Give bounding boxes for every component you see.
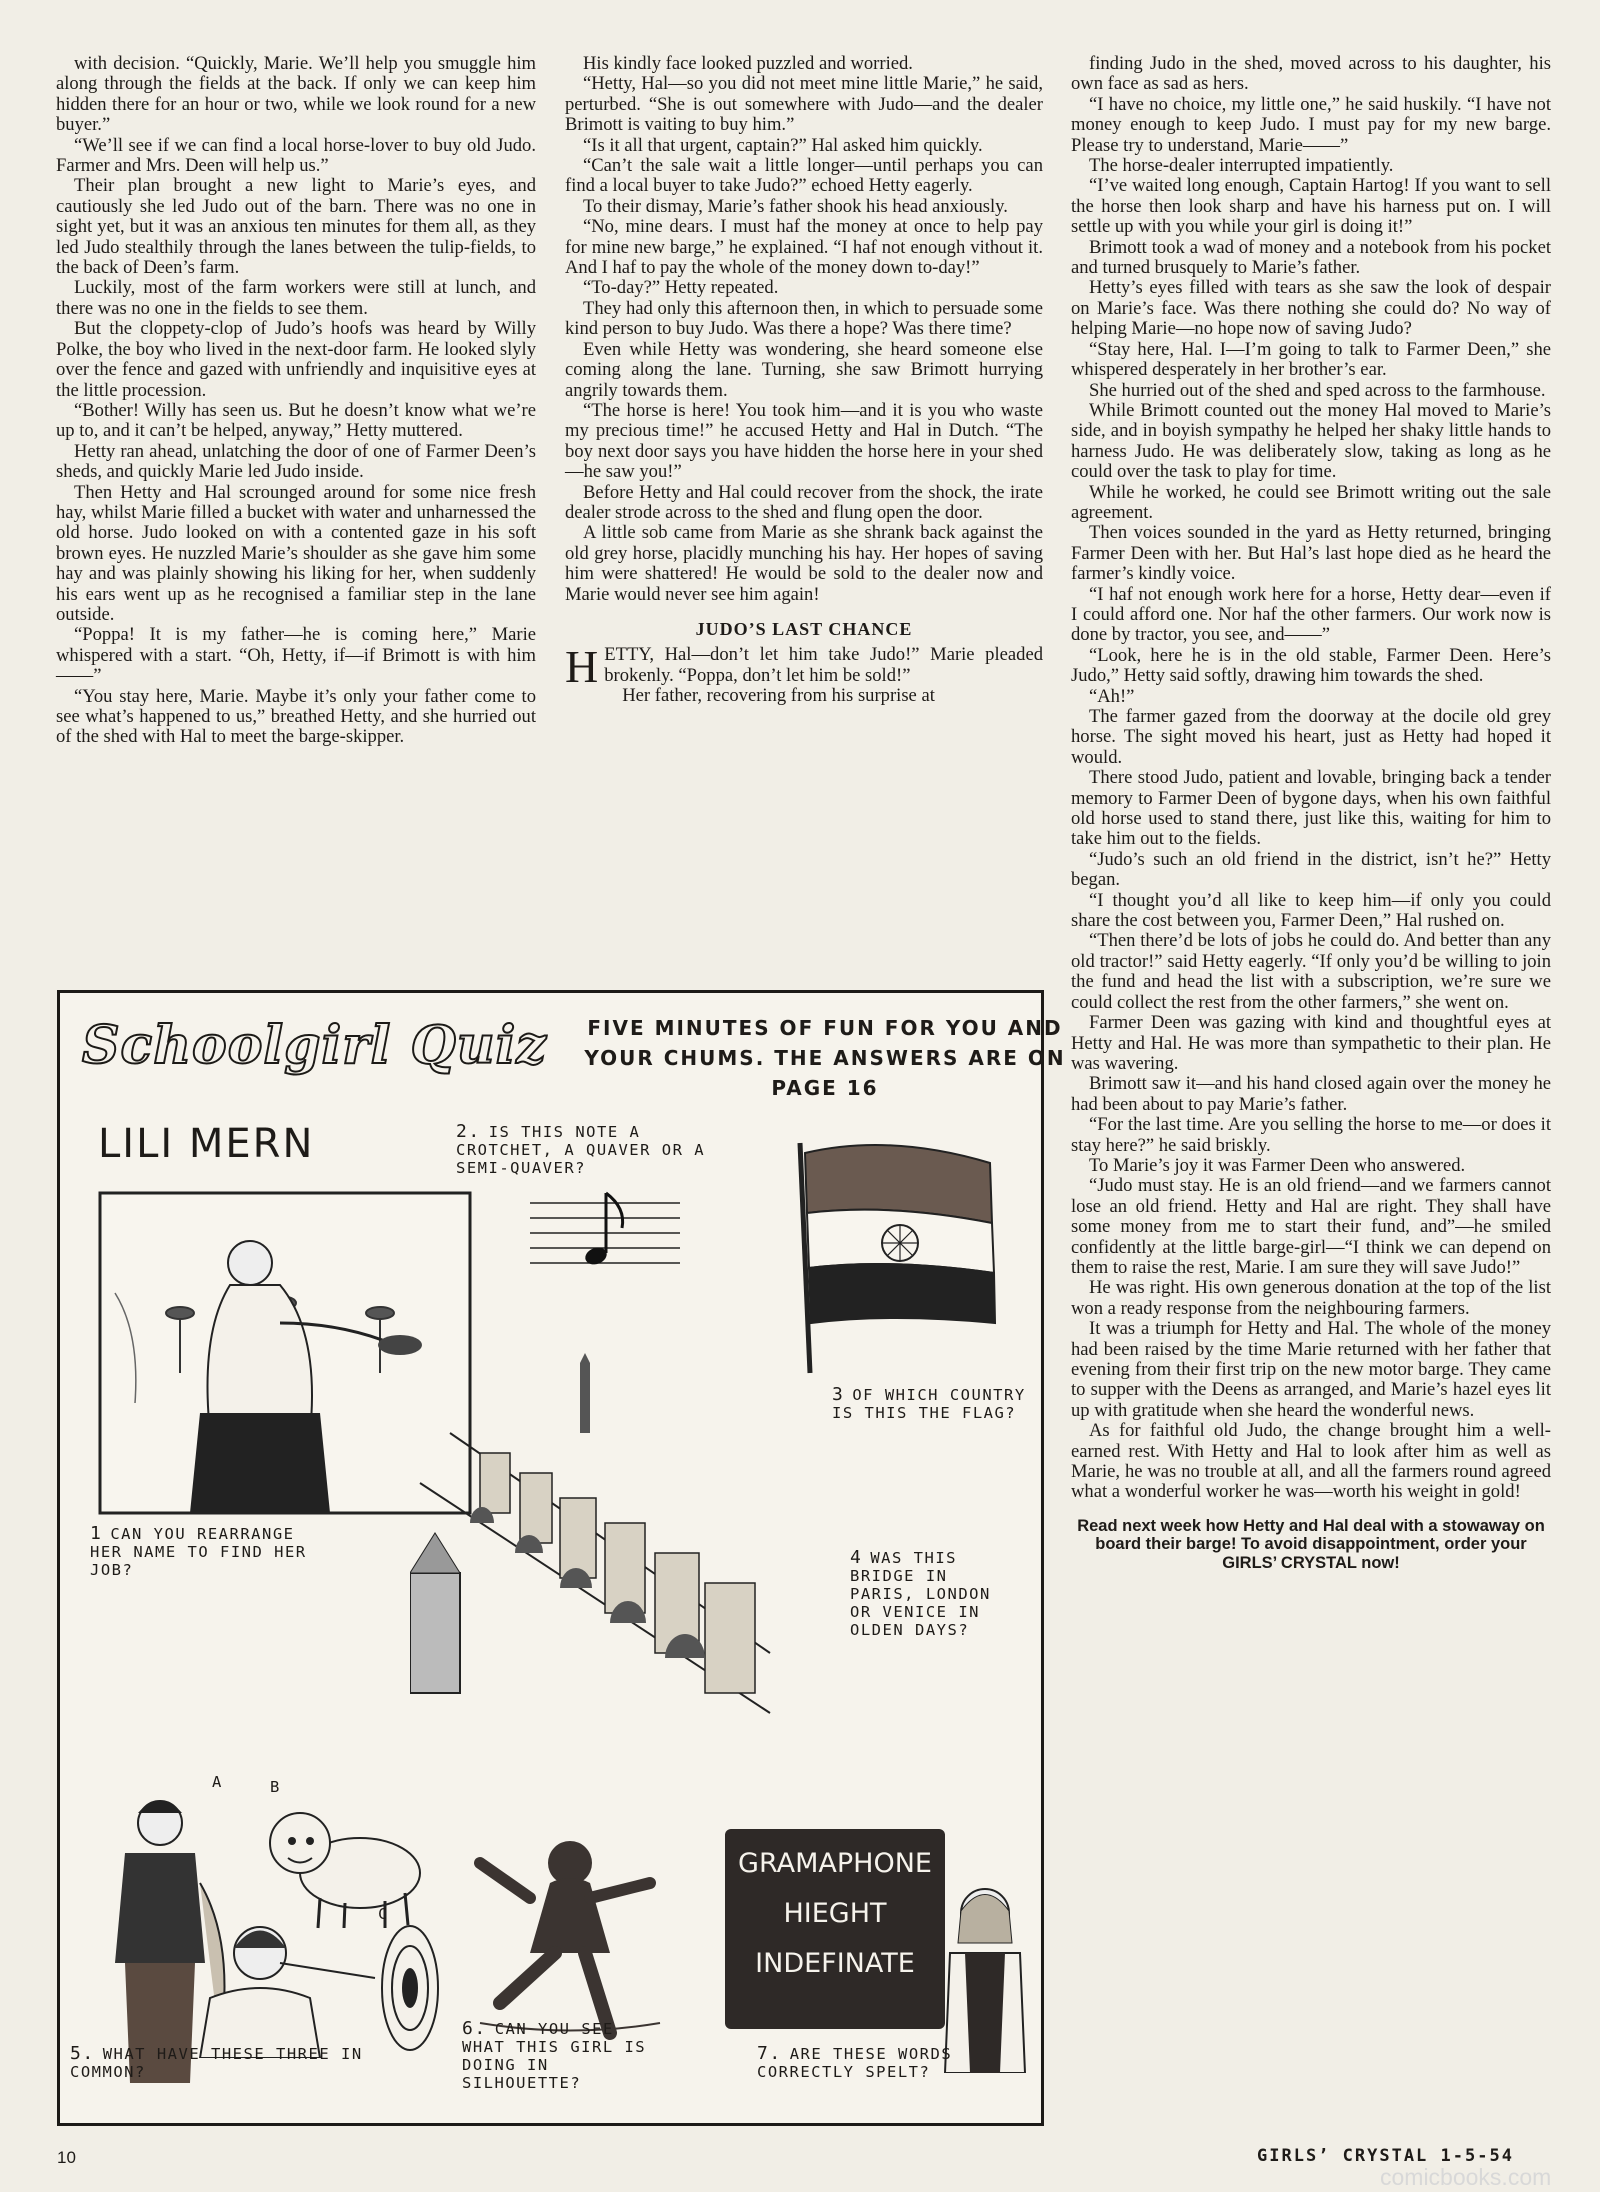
story-paragraph: The horse-dealer interrupted impatiently. bbox=[1089, 155, 1394, 177]
question-1: 1 CAN YOU REARRANGE HER NAME TO FIND HER JOB? bbox=[90, 1523, 307, 1579]
story-column-2 bbox=[565, 54, 1043, 707]
lili-mern-label: LILI MERN bbox=[98, 1121, 315, 1167]
story-column-3-body bbox=[1071, 54, 1551, 1503]
masthead-footer: GIRLS’ CRYSTAL 1-5-54 bbox=[1257, 2146, 1514, 2166]
question-4: 4 WAS THIS BRIDGE IN PARIS, LONDON OR VENICE IN OLDEN DAYS? bbox=[850, 1547, 991, 1639]
story-paragraph: “Can’t the sale wait a little longer—until perhaps you can find a local buyer to take Judo?” echoed Hetty eagerly. bbox=[565, 155, 1043, 197]
silhouette-illustration bbox=[460, 1823, 690, 2053]
story-paragraph: “Stay here, Hal. I—I’m going to talk to Farmer Deen,” she whispered desperately in her brother’s ear. bbox=[1071, 338, 1551, 381]
story-paragraph: Then voices sounded in the yard as Hetty returned, bringing Farmer Deen with her. But Hal’s last hope died as he heard the farmer’s kindly voice. bbox=[1071, 522, 1551, 585]
question-7: 7. ARE THESE WORDS CORRECTLY SPELT? bbox=[757, 2043, 953, 2081]
bridge-illustration bbox=[410, 1353, 790, 1723]
story-paragraph: “No, mine dears. I must haf the money at once to help pay for mine new barge,” he explained. “I haf not enough vithout it. And I haf to pay the whole of the money down to-day!” bbox=[565, 216, 1043, 279]
story-paragraph: Farmer Deen was gazing with kind and thoughtful eyes at Hetty and Hal. He was more than sympathetic to their plan. He was wavering. bbox=[1071, 1012, 1551, 1074]
flag-illustration bbox=[780, 1123, 1020, 1383]
story-paragraph: “Judo’s such an old friend in the district, isn’t he?” Hetty began. bbox=[1071, 848, 1551, 891]
quiz-title: Schoolgirl Quiz bbox=[82, 1015, 547, 1076]
story-paragraph: “I have no choice, my little one,” he said huskily. “I have not money enough to keep Judo. I must pay for my new barge. Please try to understand, Marie——” bbox=[1071, 93, 1551, 156]
story-paragraph: As for faithful old Judo, the change brought him a well-earned rest. With Hetty and Hal to look after him as well as Marie, he was no trouble at all, and all the farmers round agreed what a wonderful worker he was—worth his weight in gold! bbox=[1071, 1420, 1551, 1503]
next-week-notice: Read next week how Hetty and Hal deal with a stowaway on board their barge! To avoid disappointment, order your GIRLS’ CRYSTAL now! bbox=[1077, 1516, 1545, 1572]
story-paragraph: “Poppa! It is my father—he is coming here,” Marie whispered with a start. “Oh, Hetty, if—if Brimott is with him——” bbox=[56, 624, 536, 687]
label-c: C bbox=[378, 1905, 389, 1923]
story-paragraph: It was a triumph for Hetty and Hal. The whole of the money had been raised by the time Marie returned with her father that evening from their first trip on the new motor barge. They came to supper with the Deens as arranged, and Marie’s hazel eyes lit up with gratitude when she heard the wonderful news. bbox=[1071, 1318, 1551, 1421]
label-a: A bbox=[212, 1773, 223, 1791]
story-paragraph: “For the last time. Are you selling the horse to me—or does it stay here?” he said briskly. bbox=[1071, 1114, 1551, 1156]
sign-line-2: HIEGHT bbox=[783, 1898, 887, 1929]
schoolgirl-quiz-panel bbox=[57, 990, 1066, 2126]
story-paragraph: “I thought you’d all like to keep him—if only you could share the cost between you, Farmer Deen,” Hal rushed on. bbox=[1071, 889, 1551, 932]
story-paragraph: There stood Judo, patient and lovable, bringing back a tender memory to Farmer Deen of bygone days, when his own faithful old horse used to stand there, just like this, waiting for him to take him out to the fields. bbox=[1071, 767, 1551, 850]
story-column-2-bottom bbox=[565, 686, 1043, 706]
story-paragraph: “You stay here, Marie. Maybe it’s only your father come to see what’s happened to us,” breathed Hetty, and she hurried out of the shed with Hal to meet the barge-skipper. bbox=[56, 685, 536, 748]
story-paragraph: Even while Hetty was wondering, she heard someone else coming along the lane. Turning, she saw Brimott hurrying angrily towards them. bbox=[565, 338, 1043, 401]
sign-line-3: INDEFINATE bbox=[755, 1948, 915, 1979]
story-paragraph: Brimott saw it—and his hand closed again over the money he had been about to pay Marie’s father. bbox=[1071, 1073, 1551, 1115]
sign-line-1: GRAMAPHONE bbox=[738, 1848, 932, 1879]
story-paragraph: “We’ll see if we can find a local horse-lover to buy old Judo. Farmer and Mrs. Deen will help us.” bbox=[56, 134, 536, 177]
page-number: 10 bbox=[57, 2148, 76, 2167]
dart-girl-illustration bbox=[170, 1908, 470, 2058]
story-paragraph: “Bother! Willy has seen us. But he doesn’t know what we’re up to, and it can’t be helped, anyway,” Hetty muttered. bbox=[56, 399, 536, 442]
schoolgirl-illustration bbox=[930, 1873, 1040, 2073]
story-paragraph: Their plan brought a new light to Marie’s eyes, and cautiously she led Judo out of the barn. There was no one in sight yet, but it was an anxious ten minutes for them all, as they led Judo stealthily through the lanes between the tulip-fields, to the back of Deen’s farm. bbox=[56, 175, 536, 279]
question-2: 2. IS THIS NOTE A CROTCHET, A QUAVER OR A SEMI-QUAVER? bbox=[456, 1121, 706, 1177]
story-paragraph: The farmer gazed from the doorway at the docile old grey horse. The sight moved his heart, just as Hetty had hoped it would. bbox=[1071, 706, 1551, 768]
story-paragraph: “Look, here he is in the old stable, Farmer Deen. Here’s Judo,” Hetty said softly, drawing him towards the shed. bbox=[1071, 644, 1551, 687]
story-paragraph: Then Hetty and Hal scrounged around for some nice fresh hay, whilst Marie filled a bucket with water and unharnessed the old horse. Judo looked on with a contented gaze in his soft brown eyes. He nuzzled Marie’s shoulder as she gave him some hay and was plainly showing his liking for her, when suddenly his ears went up as he recognised a familiar step in the lane outside. bbox=[56, 481, 536, 625]
dropcap-paragraph: HETTY, Hal—don’t let him take Judo!” Marie pleaded brokenly. “Poppa, don’t let him be sold!” bbox=[565, 641, 1043, 693]
story-paragraph: Before Hetty and Hal could recover from the shock, the irate dealer strode across to the shed and flung open the door. bbox=[565, 481, 1043, 523]
story-paragraph: To Marie’s joy it was Farmer Deen who answered. bbox=[1089, 1154, 1466, 1176]
story-column-3 bbox=[1071, 54, 1551, 1572]
story-paragraph: His kindly face looked puzzled and worried. bbox=[583, 53, 913, 74]
story-paragraph: A little sob came from Marie as she shrank back against the old grey horse, placidly munching his hay. Her hopes of saving him were shattered! He would be sold to the dealer now and Marie would never see him again! bbox=[565, 522, 1043, 605]
story-paragraph: “To-day?” Hetty repeated. bbox=[583, 277, 779, 299]
quiz-intro: FIVE MINUTES OF FUN FOR YOU AND YOUR CHUMS. THE ANSWERS ARE ON PAGE 16 bbox=[584, 1016, 1066, 1100]
story-paragraph: To their dismay, Marie’s father shook his head anxiously. bbox=[583, 195, 1008, 217]
story-paragraph: They had only this afternoon then, in which to persuade some kind person to buy Judo. Was there a hope? Was there time? bbox=[565, 297, 1043, 340]
story-paragraph: Her father, recovering from his surprise at bbox=[622, 685, 935, 707]
story-paragraph: But the cloppety-clop of Judo’s hoofs was heard by Willy Polke, the boy who lived in the next-door farm. He looked slyly over the fence and gazed with unfriendly and inquisitive eyes at the little procession. bbox=[56, 318, 536, 401]
story-column-2-top bbox=[565, 54, 1043, 605]
story-paragraph: “Ah!” bbox=[1089, 685, 1135, 707]
story-paragraph: Luckily, most of the farm workers were still at lunch, and there was no one in the fields to see them. bbox=[56, 277, 536, 319]
story-paragraph: Hetty’s eyes filled with tears as she saw the look of despair on Marie’s face. Was there nothing she could do? No way of helping Marie—no hope now of saving Judo? bbox=[1071, 277, 1551, 340]
story-column-1 bbox=[56, 54, 536, 748]
watermark: comicbooks.com bbox=[1380, 2164, 1552, 2190]
story-paragraph: “I haf not enough work here for a horse, Hetty dear—even if I could afford one. Nor haf the other farmers. Our work now is done by tractor, you see, and——” bbox=[1071, 583, 1551, 646]
story-paragraph: “Is it all that urgent, captain?” Hal asked him quickly. bbox=[583, 134, 983, 156]
story-paragraph: “The horse is here! You took him—and it is you who waste my precious time!” he accused Hetty and Hal in Dutch. “The boy next door says you have hidden the horse here in your shed—he saw you!” bbox=[565, 399, 1043, 483]
story-paragraph: While he worked, he could see Brimott writing out the sale agreement. bbox=[1071, 481, 1551, 523]
story-paragraph: “Then there’d be lots of jobs he could do. And better than any old tractor!” said Hetty eagerly. “If only you’d be willing to join the fund and head the list with a subscription, we’re sure we could collect the rest from the other farmers,” she went on. bbox=[1071, 930, 1551, 1013]
spelling-sign bbox=[725, 1829, 945, 2029]
story-paragraph: While Brimott counted out the money Hal moved to Marie’s side, and in boyish sympathy he helped her shaky little hands to harness Judo. He was deliberately slow, taking as long as he could over the task to play for time. bbox=[1071, 399, 1551, 483]
music-note-illustration bbox=[530, 1173, 680, 1283]
story-paragraph: “I’ve waited long enough, Captain Hartog! If you want to sell the horse then look sharp and have his harness put on. I will settle up with you while your girl is doing it!” bbox=[1071, 175, 1551, 238]
story-paragraph: finding Judo in the shed, moved across to his daughter, his own face as sad as hers. bbox=[1071, 53, 1551, 95]
dropcap: H bbox=[565, 641, 599, 693]
story-paragraph: She hurried out of the shed and sped across to the farmhouse. bbox=[1089, 379, 1546, 401]
story-paragraph: with decision. “Quickly, Marie. We’ll help you smuggle him along through the fields at the back. If only we can keep him hidden there for an hour or two, while we look round for a new buyer.” bbox=[56, 53, 536, 136]
label-b: B bbox=[270, 1778, 281, 1796]
chapter-heading: JUDO’S LAST CHANCE bbox=[695, 618, 913, 639]
story-paragraph: Brimott took a wad of money and a notebook from his pocket and turned brusquely to Marie’s father. bbox=[1071, 236, 1551, 279]
story-paragraph: Hetty ran ahead, unlatching the door of one of Farmer Deen’s sheds, and quickly Marie led Judo inside. bbox=[56, 440, 536, 483]
story-paragraph: “Hetty, Hal—so you did not meet mine little Marie,” he said, perturbed. “She is out somewhere with Judo—and the dealer Brimott is vaiting to buy him.” bbox=[565, 73, 1043, 136]
story-paragraph: He was right. His own generous donation at the top of the list won a ready response from the neighbouring farmers. bbox=[1071, 1277, 1551, 1319]
question-6: 6. CAN YOU SEE WHAT THIS GIRL IS DOING IN SILHOUETTE? bbox=[462, 2018, 647, 2092]
question-3: 3 OF WHICH COUNTRY IS THIS THE FLAG? bbox=[832, 1384, 1026, 1422]
question-5: 5. WHAT HAVE THESE THREE IN COMMON? bbox=[70, 2043, 363, 2081]
story-paragraph: “Judo must stay. He is an old friend—and we farmers cannot lose an old friend. Hetty and Hal are right. They shall have some money from me to start their fund, and”—he smiled confidently at the little barge-girl—“I think we can depend on them to raise the rest, Marie. I am sure they will save Judo!” bbox=[1071, 1175, 1551, 1278]
